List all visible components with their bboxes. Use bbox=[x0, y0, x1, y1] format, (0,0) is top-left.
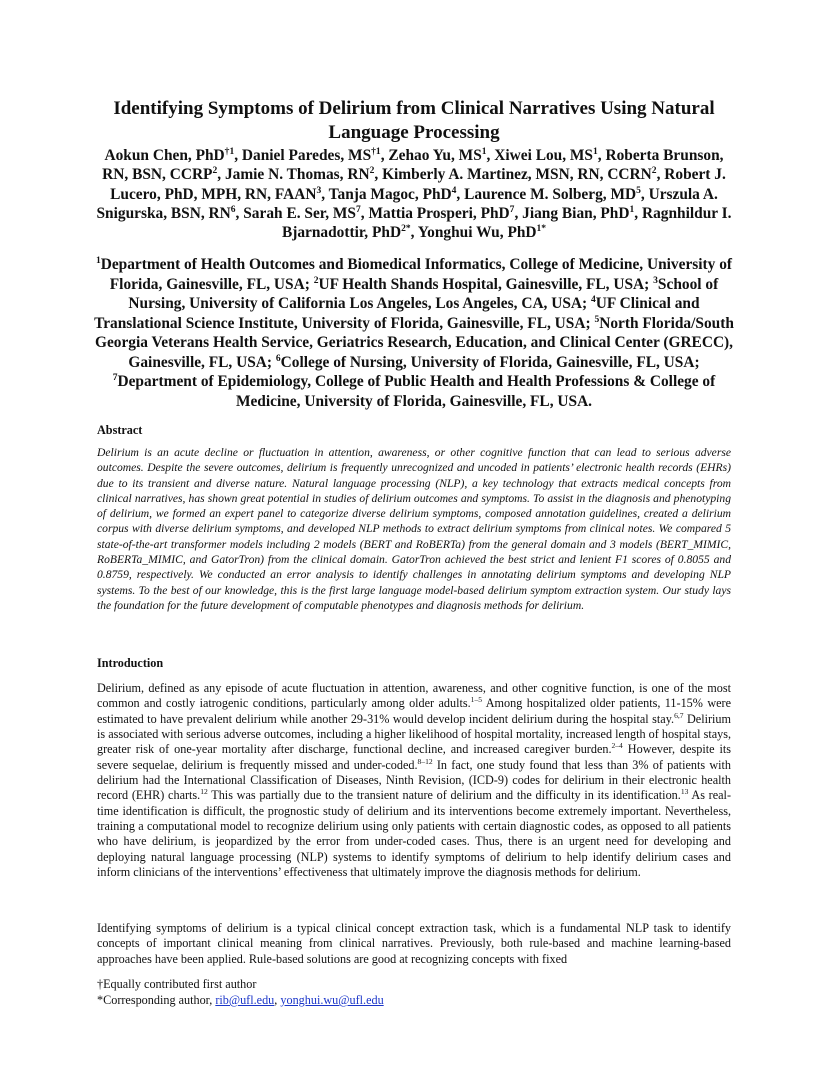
introduction-paragraph-1 bbox=[97, 681, 731, 880]
author-affiliation-marker: †1 bbox=[371, 145, 381, 157]
affiliation-number: 3 bbox=[653, 274, 658, 286]
paragraph-text-run: Delirium, defined as any episode of acute fluctuation in attention, awareness, and other cognitive function, is one of the most common and costly iatrogenic conditions, particularly among older adults. bbox=[97, 681, 731, 711]
author-affiliation-marker: 1 bbox=[593, 145, 598, 157]
abstract-text: Delirium is an acute decline or fluctuation in attention, awareness, or other cognitive function that can lead to serious adverse outcomes. Despite the severe outcomes, delirium is frequently unrecognized and uncoded in patients’ electronic health records (EHRs) due to its transient and diverse nature. Natural language processing (NLP), a key technology that extracts medical concepts from clinical narratives, has shown great potential in studies of delirium outcomes and symptoms. To assist in the diagnosis and phenotyping of delirium, we formed an expert panel to categorize diverse delirium symptoms, composed annotation guidelines, created a delirium corpus with diverse delirium symptoms, and developed NLP methods to extract delirium symptoms from clinical notes. We compared 5 state-of-the-art transformer models including 2 models (BERT and RoBERTa) from the general domain and 3 models (BERT_MIMIC, RoBERTa_MIMIC, and GatorTron) from the clinical domain. GatorTron achieved the best strict and lenient F1 scores of 0.8055 and 0.8759, respectively. We conducted an error analysis to identify challenges in annotating delirium symptoms and developing NLP systems. To the best of our knowledge, this is the first large language model-based delirium symptom extraction system. Our study lays the foundation for the future development of computable phenotypes and diagnosis methods for delirium. bbox=[97, 446, 731, 612]
author-name: Aokun Chen, PhD bbox=[104, 147, 225, 164]
author-affiliation-marker: 5 bbox=[636, 184, 641, 196]
author-name: Ragnhildur I. Bjarnadottir, PhD bbox=[281, 204, 732, 242]
author-name: Xiwei Lou, MS bbox=[494, 147, 593, 164]
author-affiliation-marker: 1 bbox=[629, 203, 635, 215]
author-affiliation-marker: †1 bbox=[224, 145, 235, 157]
author-affiliation-marker: 3 bbox=[316, 184, 322, 196]
affiliation-number: 5 bbox=[594, 313, 600, 325]
paragraph-text-run: Among hospitalized older patients, 11-15% were estimated to have prevalent delirium while another 29-31% would develop incident delirium during the hospital stay. bbox=[97, 696, 731, 726]
affiliation-text: College of Nursing, University of Florida, Gainesville, FL, USA; bbox=[280, 353, 700, 371]
footnote-equal-contribution: †Equally contributed first author bbox=[97, 977, 257, 991]
author-name: Jamie N. Thomas, RN bbox=[224, 166, 370, 184]
affiliation-text: School of Nursing, University of California Los Angeles, Los Angeles, CA, USA; bbox=[128, 275, 719, 312]
affiliation-text: UF Clinical and Translational Science Institute, University of Florida, Gainesville, FL, USA; bbox=[94, 295, 700, 332]
affiliation-text: Department of Health Outcomes and Biomedical Informatics, College of Medicine, University of Florida, Gainesville, FL, USA; bbox=[100, 256, 733, 293]
author-affiliation-marker: 4 bbox=[451, 184, 457, 196]
paragraph-text-run: This was partially due to the transient nature of delirium and the difficulty in its identification. bbox=[207, 788, 681, 803]
abstract-heading: Abstract bbox=[97, 423, 143, 437]
citation-marker: 8–12 bbox=[417, 756, 433, 766]
citation-marker: 6,7 bbox=[674, 710, 684, 720]
author-affiliation-marker: 1 bbox=[481, 145, 487, 157]
corresponding-label: *Corresponding author, bbox=[97, 993, 216, 1007]
affiliation-number: 7 bbox=[112, 371, 118, 383]
affiliation-number: 2 bbox=[313, 274, 319, 286]
author-affiliation-marker: 1* bbox=[536, 223, 547, 235]
email-separator: , bbox=[274, 993, 281, 1007]
citation-marker: 1–5 bbox=[470, 695, 482, 705]
author-affiliation-marker: 6 bbox=[230, 203, 236, 215]
paragraph-text-run: In fact, one study found that less than 3% of patients with delirium had the International Classification of Diseases, Ninth Revision, (ICD-9) codes for delirium in their electronic health record (EHR) charts. bbox=[97, 757, 732, 803]
citation-marker: 12 bbox=[200, 787, 208, 797]
author-name: Robert J. Lucero, PhD, MPH, RN, FAAN bbox=[110, 166, 726, 203]
affiliation-text: UF Health Shands Hospital, Gainesville, FL, USA; bbox=[318, 275, 650, 293]
author-affiliation-marker: 2 bbox=[651, 165, 657, 177]
author-name: Yonghui Wu, PhD bbox=[417, 224, 537, 242]
email-link-yonghui[interactable]: yonghui.wu@ufl.edu bbox=[280, 993, 384, 1007]
author-name: Tanja Magoc, PhD bbox=[328, 185, 452, 203]
affiliation-text: North Florida/South Georgia Veterans Health Service, Geriatrics Research, Education, and Clinical Center (GRECC), Gainesville, FL, USA; bbox=[94, 314, 734, 371]
author-affiliation-marker: 2 bbox=[369, 165, 375, 177]
author-name: Laurence M. Solberg, MD bbox=[464, 185, 637, 203]
email-link-rib[interactable]: rib@ufl.edu bbox=[215, 993, 275, 1007]
author-list: Aokun Chen, PhD$^{\dagger 1}$, Daniel Paredes, MS$^{\dagger 1}$, Zehao Yu, $MS^1$, Xiwei Lou, $MS^1$, Roberta Brunson, RN, BSN, CCRP$^2$, Jamie N. Thomas, $RN^2$, Kimberly A. Martinez, MSN, RN, CCRN$^2$, Robert J. Lucero, PhD, MPH, RN, FAAN$^3$, Tanja Magoc, PhD$^4$, Laurence M. Solberg, $MD^5$, Urszula A. Snigurska, BSN, $RN^6$, Sarah E. Ser, $MS^7$, Mattia Prosperi, PhD$^7$, Jiang Bian, PhD$^1$, Ragnhildur I. Bjarnadottir, PhD$^{2*}$, Yonghui Wu, PhD$^{1*}$ bbox=[96, 145, 732, 242]
introduction-heading: Introduction bbox=[97, 656, 164, 670]
author-affiliation-marker: 7 bbox=[509, 203, 515, 215]
author-affiliation-marker: 2* bbox=[401, 223, 411, 235]
author-name: Daniel Paredes, MS bbox=[241, 147, 372, 164]
affiliation-number: 6 bbox=[275, 352, 281, 364]
author-name: Mattia Prosperi, PhD bbox=[368, 204, 510, 222]
affiliation-list bbox=[90, 255, 738, 411]
affiliation-text: Department of Epidemiology, College of Public Health and Health Professions & College of Medicine, University of Florida, Gainesville, FL, USA. bbox=[117, 373, 716, 410]
author-name: Zehao Yu, MS bbox=[388, 147, 482, 164]
footnote-corresponding-author bbox=[97, 992, 737, 1008]
paragraph-text-run: Delirium is associated with serious adverse outcomes, including a higher likelihood of hospital mortality, increased length of hospital stays, greater risk of one-year mortality after discharge, functional decline, and increased caregiver burden. bbox=[97, 711, 731, 757]
citation-marker: 13 bbox=[680, 787, 689, 797]
affiliation-number: 1 bbox=[95, 254, 101, 266]
author-name: Urszula A. Snigurska, BSN, RN bbox=[96, 185, 718, 222]
author-name: Kimberly A. Martinez, MSN, RN, CCRN bbox=[382, 166, 652, 184]
author-name: Roberta Brunson, RN, BSN, CCRP bbox=[102, 147, 724, 184]
affiliation-number: 4 bbox=[591, 293, 596, 305]
citation-marker: 2–4 bbox=[611, 741, 623, 751]
author-affiliation-marker: 7 bbox=[356, 203, 361, 215]
paragraph-text-run: However, despite its severe sequelae, delirium is frequently missed and under-coded. bbox=[97, 742, 731, 772]
author-name: Sarah E. Ser, MS bbox=[243, 204, 356, 222]
paper-title: Identifying Symptoms of Delirium from Clinical Narratives Using Natural Language Processing bbox=[113, 98, 715, 143]
introduction-paragraph-2: Identifying symptoms of delirium is a typical clinical concept extraction task, which is a fundamental NLP task to identify concepts of important clinical meaning from clinical narratives. Previously, both rule-based and machine learning-based approaches have been applied. Rule-based solutions are good at recognizing concepts with fixed bbox=[97, 921, 731, 966]
author-name: Jiang Bian, PhD bbox=[522, 204, 630, 222]
paragraph-text-run: As real-time identification is difficult, the prognostic study of delirium and its interventions become extremely important. Nevertheless, training a computational model to recognize delirium using only patients with certain diagnostic codes, as opposed to all patients who have delirium, is jeopardized by the error from under-coded cases. Thus, there is an urgent need for developing and deploying natural language processing (NLP) systems to identify symptoms of delirium to help identify delirium cases and inform clinicians of the interventions’ effectiveness that ultimately improve the diagnosis methods for delirium. bbox=[97, 788, 731, 880]
author-affiliation-marker: 2 bbox=[212, 165, 218, 177]
